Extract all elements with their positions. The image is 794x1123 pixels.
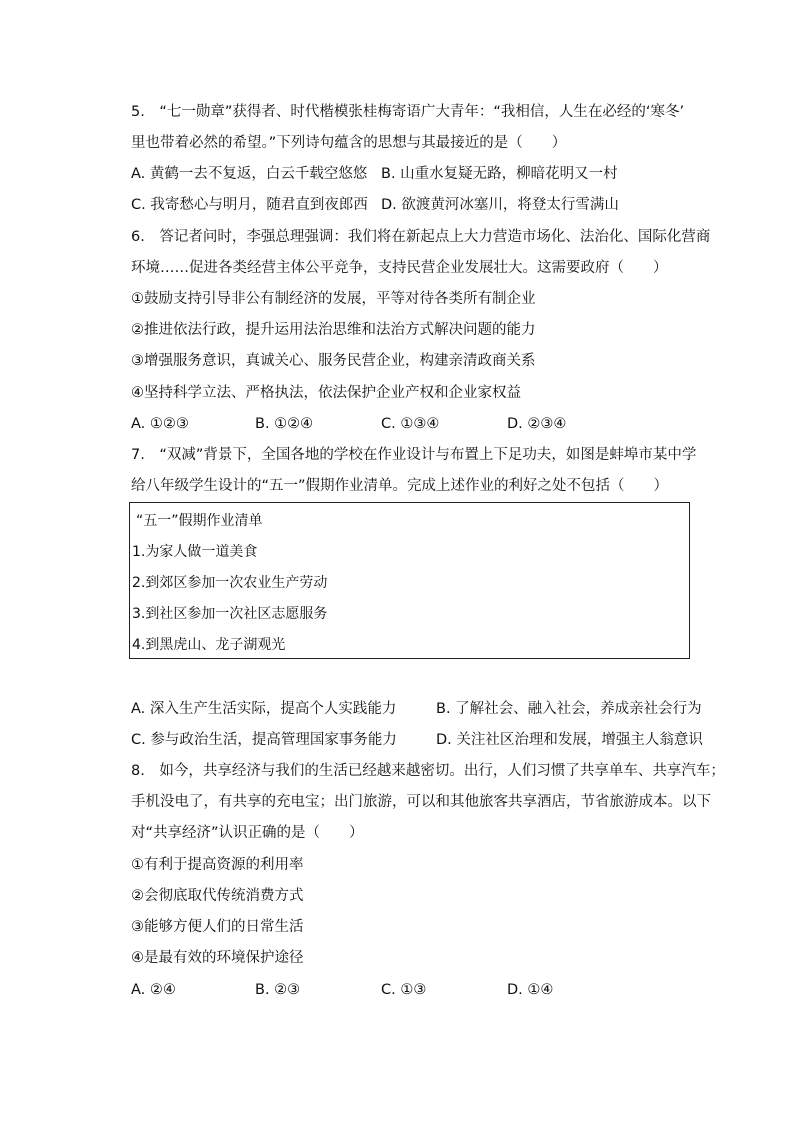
q6-option-b: B. ①②④ bbox=[255, 416, 314, 432]
q7-stem-line-2: 给八年级学生设计的“五一”假期作业清单。完成上述作业的利好之处不包括（ ） bbox=[131, 478, 669, 494]
q8-option-d: D. ①④ bbox=[507, 982, 554, 998]
q7-option-b: B. 了解社会、融入社会，养成亲社会行为 bbox=[436, 701, 702, 717]
q8-stem-line-3: 对“共享经济”认识正确的是（ ） bbox=[131, 825, 364, 841]
q6-option-d: D. ②③④ bbox=[507, 416, 567, 432]
q6-stem-line-1: 6. 答记者问时，李强总理强调：我们将在新起点上大力营造市场化、法治化、国际化营商 bbox=[131, 229, 711, 245]
q5-stem-line-2: 里也带着必然的希望。”下列诗句蕴含的思想与其最接近的是（ ） bbox=[131, 135, 567, 151]
q8-stem-line-1: 8. 如今，共享经济与我们的生活已经越来越密切。出行，人们习惯了共享单车、共享汽车； bbox=[131, 763, 725, 779]
homework-item-3: 3.到社区参加一次社区志愿服务 bbox=[132, 606, 328, 622]
q7-option-a: A. 深入生产生活实际，提高个人实践能力 bbox=[131, 701, 397, 717]
q6-option-a: A. ①②③ bbox=[131, 416, 189, 432]
q5-option-a: A. 黄鹤一去不复返，白云千载空悠悠 bbox=[131, 166, 368, 182]
q7-option-c: C. 参与政治生活，提高管理国家事务能力 bbox=[131, 732, 397, 748]
q6-item-3: ③增强服务意识，真诚关心、服务民营企业，构建亲清政商关系 bbox=[131, 353, 536, 369]
q8-option-a: A. ②④ bbox=[131, 982, 176, 998]
q5-option-b: B. 山重水复疑无路，柳暗花明又一村 bbox=[381, 166, 618, 182]
q5-option-c: C. 我寄愁心与明月，随君直到夜郎西 bbox=[131, 197, 368, 213]
homework-item-4: 4.到黑虎山、龙子湖观光 bbox=[132, 637, 286, 653]
q8-item-4: ④是最有效的环境保护途径 bbox=[131, 950, 304, 966]
q8-item-2: ②会彻底取代传统消费方式 bbox=[131, 888, 304, 904]
q8-option-b: B. ②③ bbox=[255, 982, 301, 998]
q6-item-4: ④坚持科学立法、严格执法，依法保护企业产权和企业家权益 bbox=[131, 385, 521, 401]
q8-stem-line-2: 手机没电了，有共享的充电宝；出门旅游，可以和其他旅客共享酒店，节省旅游成本。以下 bbox=[131, 794, 711, 810]
homework-list-box bbox=[129, 502, 690, 659]
q7-option-d: D. 关注社区治理和发展，增强主人翁意识 bbox=[436, 732, 703, 748]
q6-stem-line-2: 环境……促进各类经营主体公平竞争，支持民营企业发展壮大。这需要政府（ ） bbox=[131, 260, 668, 276]
homework-item-1: 1.为家人做一道美食 bbox=[132, 544, 258, 560]
q8-item-1: ①有利于提高资源的利用率 bbox=[131, 857, 304, 873]
q6-item-1: ①鼓励支持引导非公有制经济的发展，平等对待各类所有制企业 bbox=[131, 291, 536, 307]
homework-item-2: 2.到郊区参加一次农业生产劳动 bbox=[132, 575, 328, 591]
q5-option-d: D. 欲渡黄河冰塞川，将登太行雪满山 bbox=[381, 197, 619, 213]
q6-item-2: ②推进依法行政，提升运用法治思维和法治方式解决问题的能力 bbox=[131, 322, 536, 338]
q5-stem-line-1: 5. “七一勋章”获得者、时代楷模张桂梅寄语广大青年：“我相信，人生在必经的‘寒冬’ bbox=[131, 104, 685, 120]
homework-list-title: “五一”假期作业清单 bbox=[136, 513, 263, 529]
q7-stem-line-1: 7. “双减”背景下，全国各地的学校在作业设计与布置上下足功夫，如图是蚌埠市某中学 bbox=[131, 447, 697, 463]
q8-item-3: ③能够方便人们的日常生活 bbox=[131, 919, 304, 935]
q8-option-c: C. ①③ bbox=[381, 982, 427, 998]
q6-option-c: C. ①③④ bbox=[381, 416, 440, 432]
